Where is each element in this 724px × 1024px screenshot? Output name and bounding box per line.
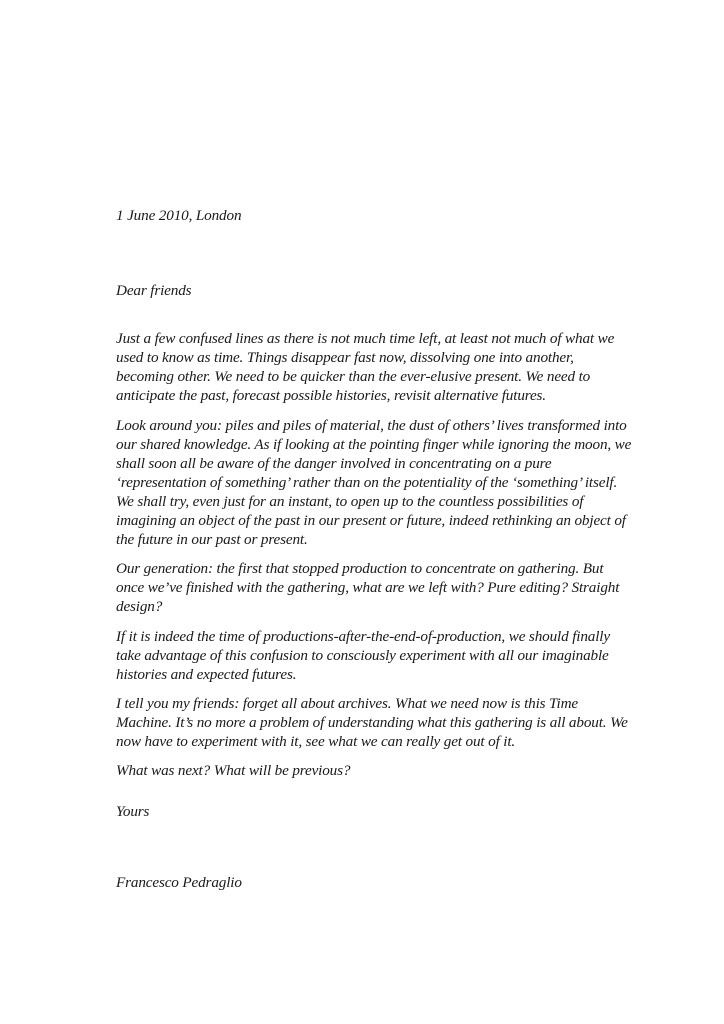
paragraph: Look around you: piles and piles of material, the dust of others’ lives transformed into our shared knowledge. As if looking at the pointing finger while ignoring the moon, we shall soon all be aware of the danger involved in concentrating on a pure ‘representation of something’ rather than on the potentiality of the ‘something’ itself. We shall try, even just for an instant, to open up to the countless possibilities of imagining an object of the past in our present or future, indeed rethinking an object of the future in our past or present. [116,416,632,549]
paragraph: Just a few confused lines as there is not much time left, at least not much of what we used to know as time. Things disappear fast now, dissolving one into another, becoming other. We need to be quicker than the ever-elusive present. We need to anticipate the past, forecast possible histories, revisit alternative futures. [116,330,615,405]
letter-body [116,206,634,892]
paragraph: If it is indeed the time of productions-after-the-end-of-production, we should finally take advantage of this confusion to consciously experiment with all our imaginable histories and expected futures. [116,627,610,683]
closing: Yours [116,803,150,821]
signature: Francesco Pedraglio [116,874,242,892]
letter-paragraphs [116,329,634,780]
salutation: Dear friends [116,282,192,300]
paragraph: What was next? What will be previous? [116,762,351,780]
dateline: 1 June 2010, London [116,207,242,224]
paragraph: Our generation: the first that stopped production to concentrate on gathering. But once we’ve finished with the gathering, what are we left with? Pure editing? Straight design? [116,560,620,616]
paragraph: I tell you my friends: forget all about archives. What we need now is this Time Machine. It’s no more a problem of understanding what this gathering is all about. We now have to experiment with it, see what we can really get out of it. [116,694,628,750]
